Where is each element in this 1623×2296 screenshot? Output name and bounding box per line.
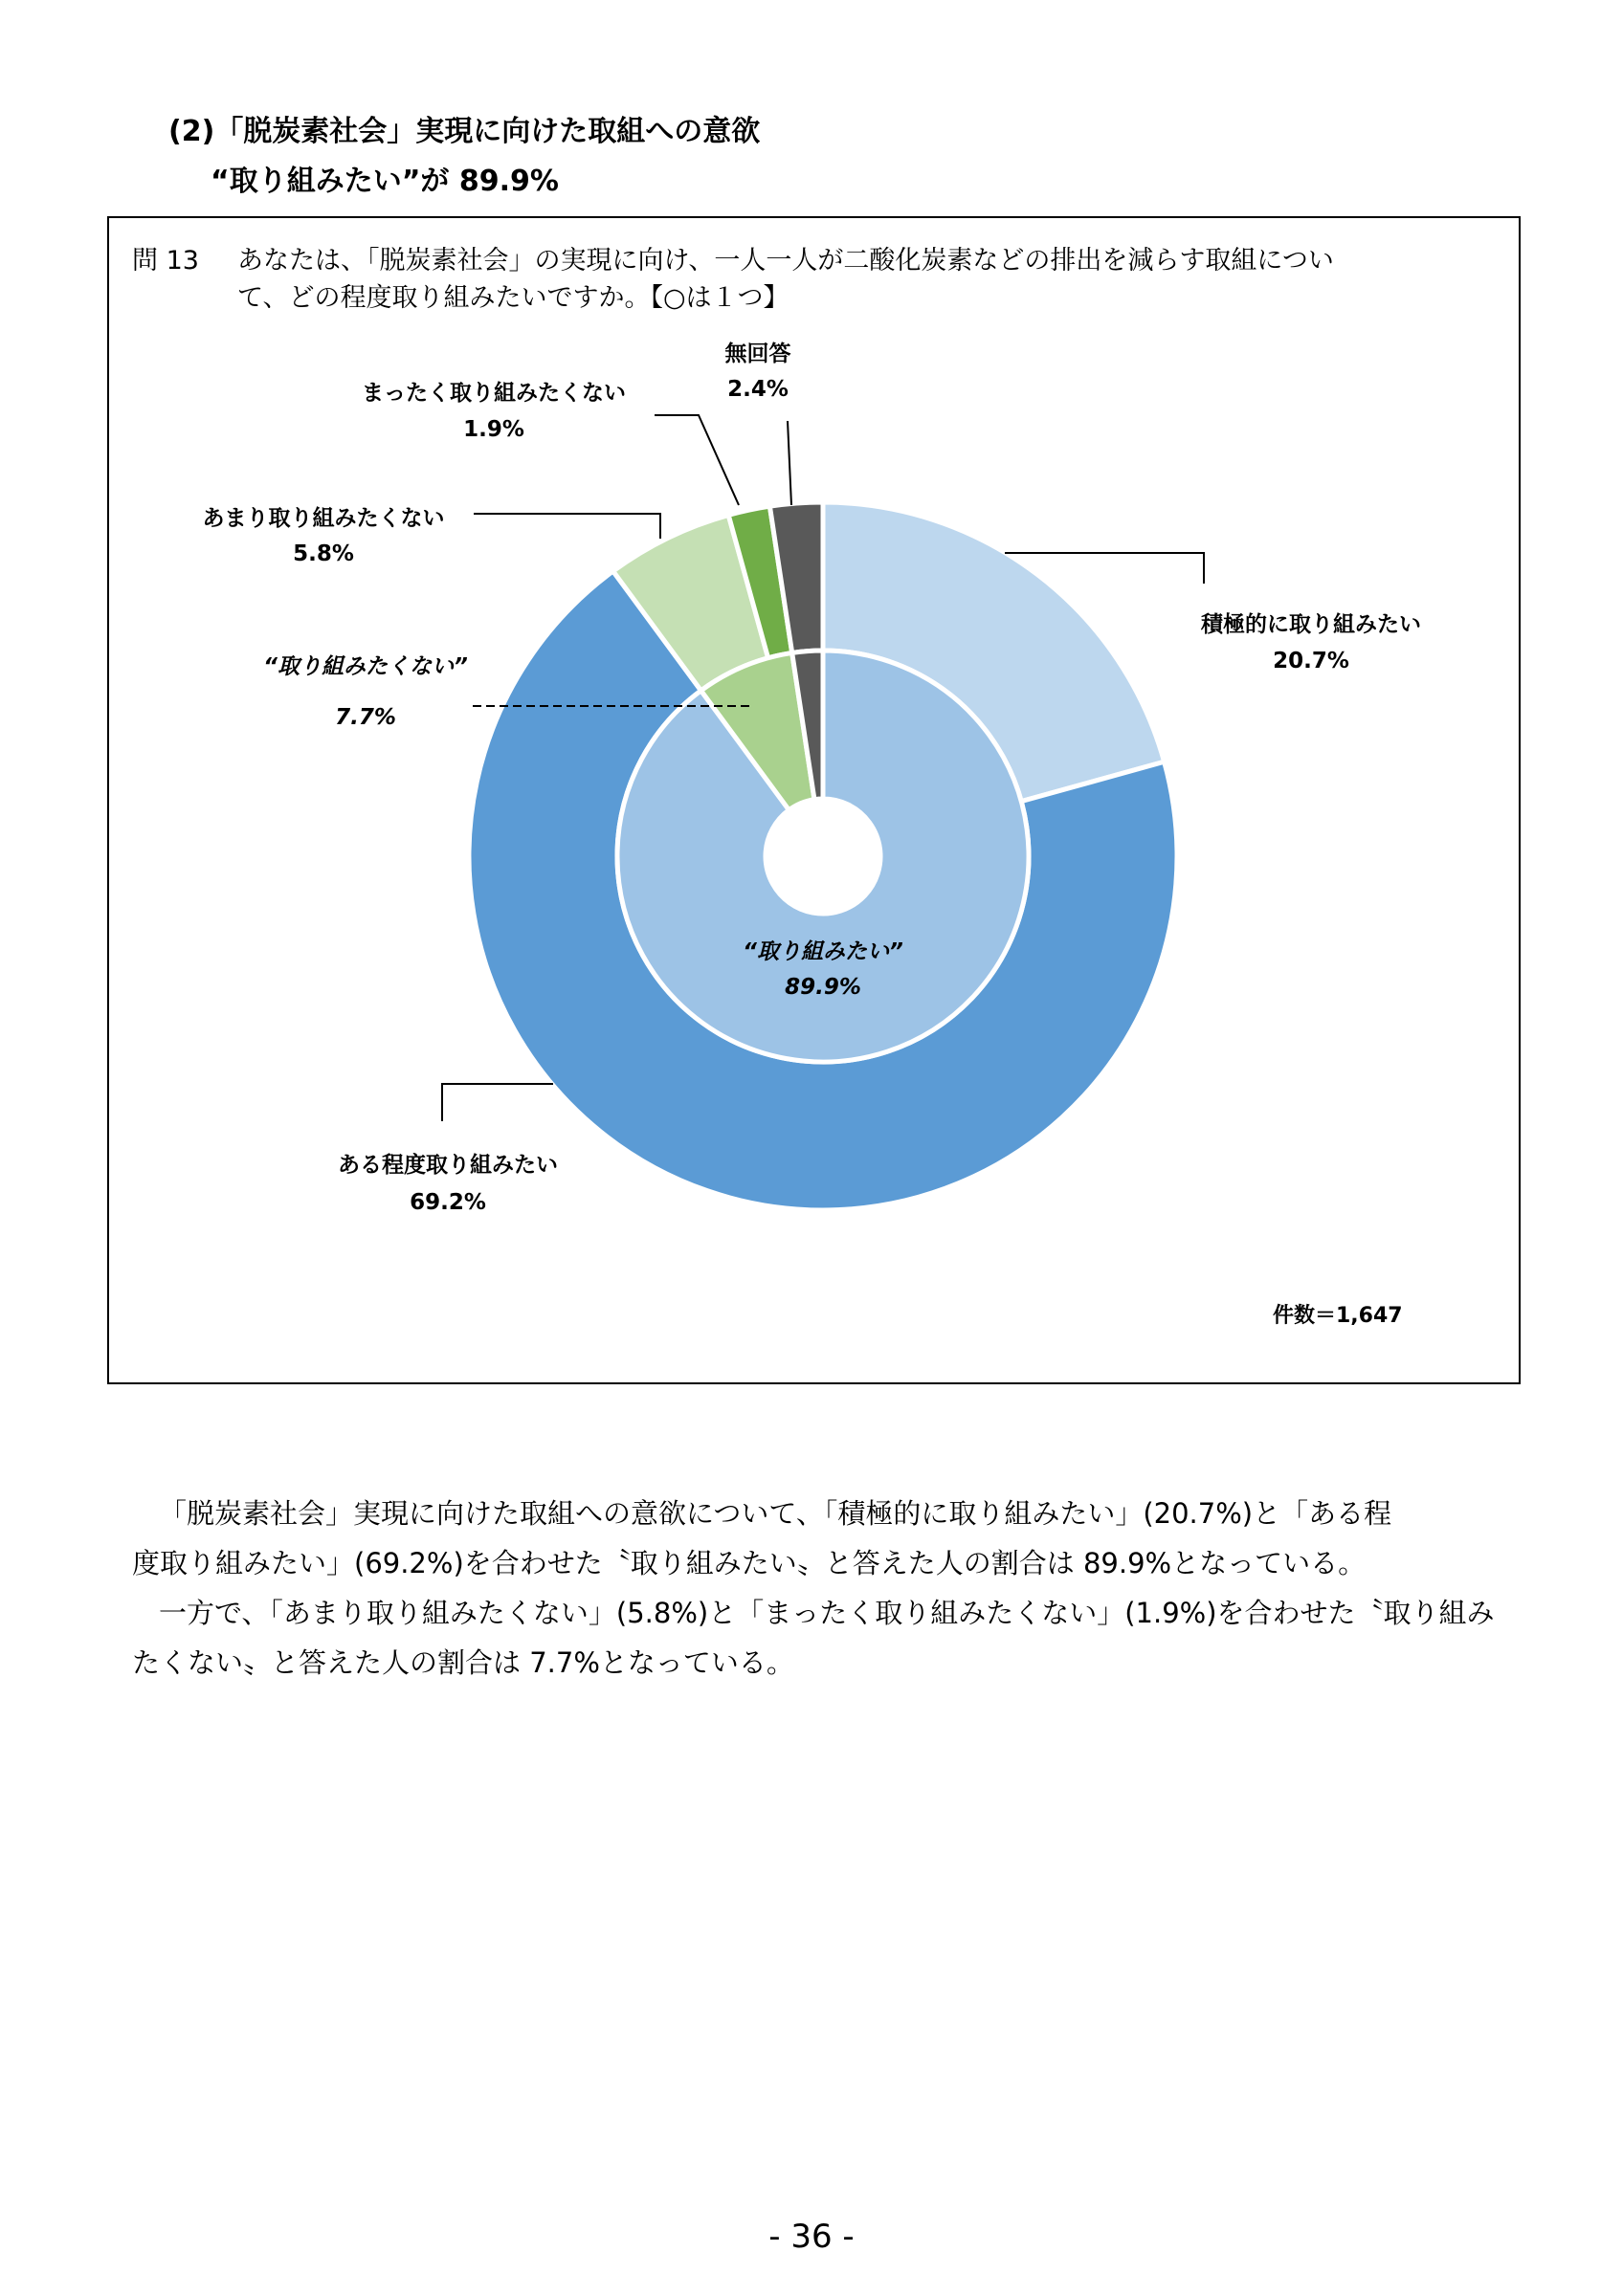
leader-amari [474, 514, 660, 539]
label-torikumitai: “取り組みたい” [743, 939, 903, 964]
section-subheading: “取り組みたい”が 89.9% [211, 165, 559, 198]
question-number: 問 13 [132, 246, 199, 276]
value-amari: 5.8% [293, 541, 354, 566]
leader-mattaku [655, 415, 739, 505]
count-label: 件数＝1,647 [1273, 1304, 1403, 1328]
body-text-line3: 一方で、「あまり取り組みたくない」(5.8%)と「まったく取り組みたくない」(1.9%)を合わせた〝取り組み [159, 1597, 1495, 1629]
body-text-line2: 度取り組みたい」(69.2%)を合わせた〝取り組みたい〟と答えた人の割合は 89.9%となっている。 [132, 1547, 1367, 1579]
label-torikumitakunai: “取り組みたくない” [263, 654, 468, 679]
section-heading: (2)「脱炭素社会」実現に向けた取組への意欲 [168, 115, 761, 148]
label-amari: あまり取り組みたくない [202, 506, 445, 531]
inner-ring [617, 651, 1029, 1062]
label-muikai: 無回答 [724, 342, 791, 366]
label-aruteido: ある程度取り組みたい [338, 1153, 558, 1178]
question-text-line1: あなたは、「脱炭素社会」の実現に向け、一人一人が二酸化炭素などの排出を減らす取組につい [237, 246, 1334, 276]
value-torikumitai: 89.9% [785, 975, 861, 1000]
value-muikai: 2.4% [727, 377, 789, 402]
body-text-line4: たくない〟と答えた人の割合は 7.7%となっている。 [132, 1646, 794, 1679]
leader-muikai [788, 421, 791, 505]
page-number: - 36 - [768, 2218, 855, 2256]
label-sekkyoku: 積極的に取り組みたい [1201, 612, 1421, 637]
body-text-line1: 「脱炭素社会」実現に向けた取組への意欲について、「積極的に取り組みたい」(20.7%)と「ある程 [159, 1497, 1392, 1530]
leader-aruteido [442, 1084, 553, 1121]
value-aruteido: 69.2% [410, 1190, 486, 1215]
value-torikumitakunai: 7.7% [335, 705, 396, 730]
label-mattaku: まったく取り組みたくない [362, 381, 626, 406]
question-text-line2: て、どの程度取り組みたいですか。【○は１つ】 [237, 283, 789, 313]
outer-ring [469, 502, 1177, 1210]
value-sekkyoku: 20.7% [1273, 649, 1349, 673]
value-mattaku: 1.9% [463, 417, 524, 442]
